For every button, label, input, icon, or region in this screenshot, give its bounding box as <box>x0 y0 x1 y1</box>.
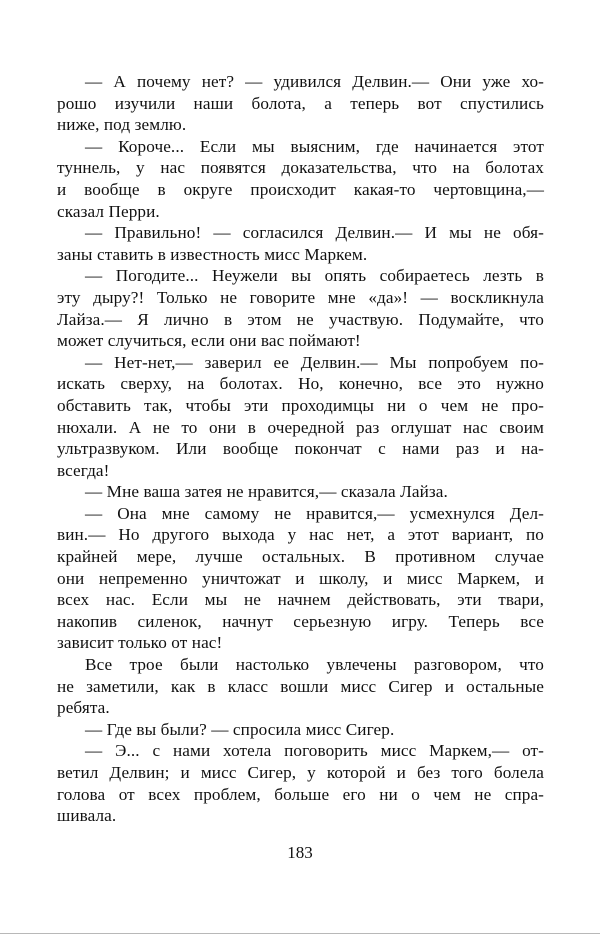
text-line: обставить так, чтобы эти проходимцы ни о чем не про- <box>57 395 544 415</box>
text-line: они непременно уничтожат и школу, и мисс Маркем, и <box>57 568 544 588</box>
text-line: Лайза.— Я лично в этом не участвую. Подумайте, что <box>57 309 544 329</box>
text-line: сказал Перри. <box>57 201 160 221</box>
text-line: накопив силенок, начнут серьезную игру. Теперь все <box>57 611 544 631</box>
page-number: 183 <box>287 843 313 862</box>
text-line: заны ставить в известность мисс Маркем. <box>57 244 368 264</box>
text-line: ребята. <box>57 698 110 718</box>
page-body-text <box>57 71 544 827</box>
text-line: — Мне ваша затея не нравится,— сказала Лайза. <box>85 482 448 502</box>
text-line: — Короче... Если мы выясним, где начинается этот <box>85 136 544 156</box>
text-line: ветил Делвин; и мисс Сигер, у которой и без того болела <box>57 763 544 782</box>
text-line: эту дыру?! Только не говорите мне «да»! — воскликнула <box>57 287 544 307</box>
text-line: и вообще в округе происходит какая-то чертовщина,— <box>57 179 544 199</box>
text-line: голова от всех проблем, больше его ни о чем не спра- <box>57 784 544 804</box>
text-line: крайней мере, лучше остальных. В противном случае <box>57 547 544 567</box>
text-line: шивала. <box>57 806 117 826</box>
text-line: нюхали. А не то они в очередной раз оглушат нас своим <box>57 417 544 437</box>
text-line: — Нет-нет,— заверил ее Делвин.— Мы попробуем по- <box>85 352 544 372</box>
text-line: Все трое были настолько увлечены разговором, что <box>85 655 544 675</box>
page-bottom-edge <box>0 933 600 934</box>
text-line: не заметили, как в класс вошли мисс Сигер и остальные <box>57 676 544 696</box>
text-line: вин.— Но другого выхода у нас нет, а этот вариант, по <box>57 525 544 545</box>
text-line: ультразвуком. Или вообще покончат с нами раз и на- <box>57 439 544 459</box>
text-line: — Э... с нами хотела поговорить мисс Маркем,— от- <box>85 741 544 761</box>
text-line: — А почему нет? — удивился Делвин.— Они уже хо- <box>85 72 544 91</box>
text-line: — Где вы были? — спросила мисс Сигер. <box>85 719 395 739</box>
text-line: зависит только от нас! <box>57 633 223 653</box>
text-line: всех нас. Если мы не начнем действовать, эти твари, <box>57 590 544 610</box>
text-line: всегда! <box>57 460 110 480</box>
text-line: — Погодите... Неужели вы опять собираетесь лезть в <box>85 266 544 286</box>
text-line: — Она мне самому не нравится,— усмехнулся Дел- <box>85 503 544 523</box>
text-line: рошо изучили наши болота, а теперь вот спустились <box>57 93 544 113</box>
text-line: — Правильно! — согласился Делвин.— И мы не обя- <box>85 223 544 243</box>
text-line: искать сверху, на болотах. Но, конечно, все это нужно <box>57 374 544 394</box>
text-line: туннель, у нас появятся доказательства, что на болотах <box>57 158 544 178</box>
text-line: может случиться, если они вас поймают! <box>57 331 361 351</box>
text-line: ниже, под землю. <box>57 115 187 135</box>
